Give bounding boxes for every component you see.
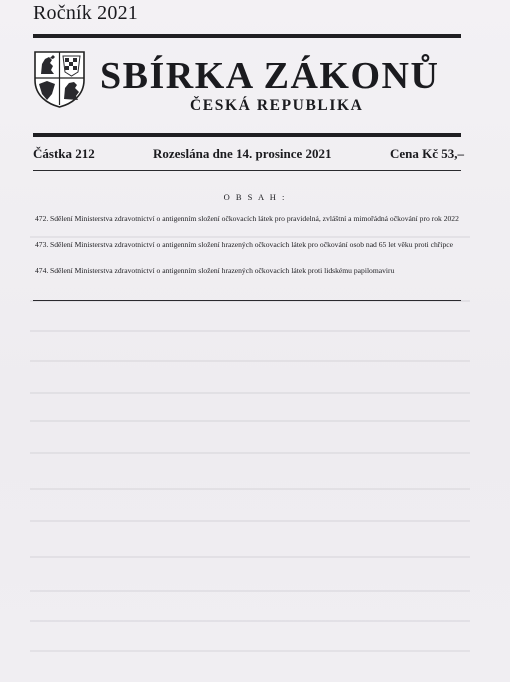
issue-part: Částka 212	[33, 146, 95, 161]
volume-label: Ročník 2021	[33, 2, 138, 24]
contents-item-number: 472.	[35, 214, 49, 223]
gazette-subtitle: ČESKÁ REPUBLIKA	[190, 97, 364, 114]
contents-item-text: Sdělení Ministerstva zdravotnictví o antigenním složení hrazených očkovacích látek proti lidskému papilomaviru	[50, 266, 395, 275]
header-top-rule	[33, 34, 461, 38]
gazette-title: SBÍRKA ZÁKONŮ	[100, 55, 440, 97]
contents-item-text: Sdělení Ministerstva zdravotnictví o antigenním složení očkovacích látek pro pravidelná, zvláštní a mimořádná očkování pro rok 2022	[50, 214, 459, 223]
issue-rule	[33, 170, 461, 171]
issue-price: Cena Kč 53,–	[390, 146, 465, 161]
contents-item-number: 473.	[35, 240, 49, 249]
issue-date: Rozeslána dne 14. prosince 2021	[153, 146, 332, 161]
czech-coat-of-arms-icon	[33, 50, 86, 108]
contents-bottom-rule	[33, 300, 461, 301]
contents-item-text: Sdělení Ministerstva zdravotnictví o antigenním složení hrazených očkovacích látek pro očkování osob nad 65 let věku proti chřipce	[50, 240, 453, 249]
contents-item-number: 474.	[35, 266, 49, 275]
header-bottom-rule	[33, 133, 461, 137]
contents-heading: O B S A H :	[223, 192, 287, 202]
